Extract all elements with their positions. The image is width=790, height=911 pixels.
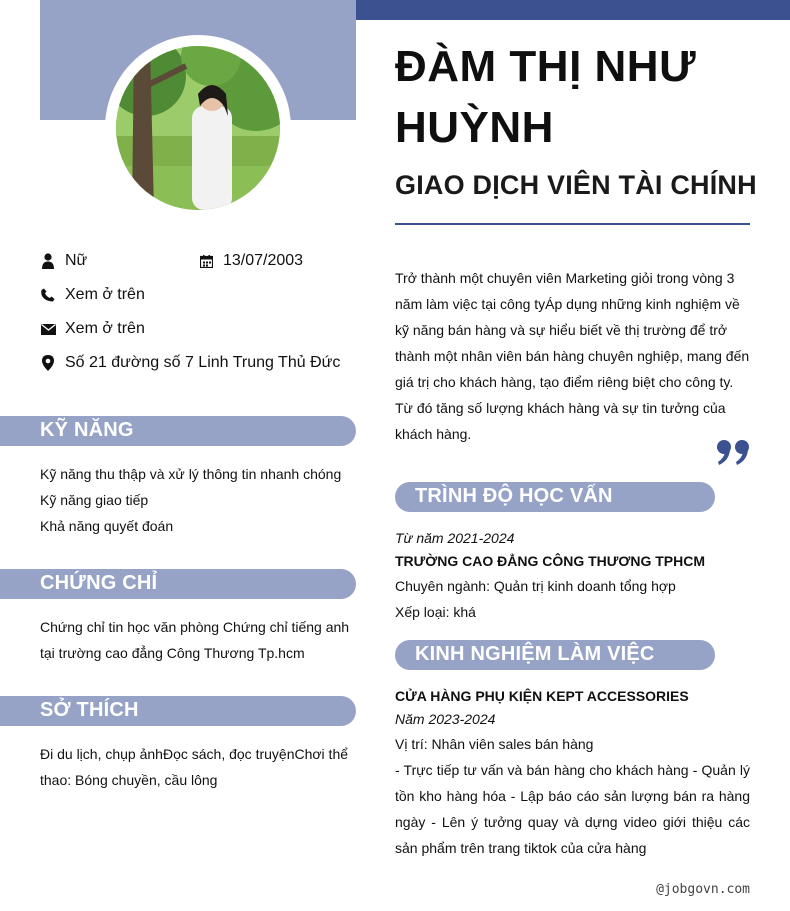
career-objective: Trở thành một chuyên viên Marketing giỏi trong vòng 3 năm làm việc tại công tyÁp dụng những kinh nghiệm về kỹ năng bán hàng và sự hiểu biết về thị trường để trở thành một nhân viên bán hàng chuyên nghiệp, mang đến giá trị cho khách hàng, tạo điểm riêng biệt cho công ty. Từ đó tăng số lượng khách hàng và sự tin tưởng của khách hàng. [395, 270, 750, 442]
watermark: @jobgovn.com [656, 882, 750, 897]
mail-icon [40, 321, 56, 337]
experience-heading-bar [395, 640, 715, 670]
certificates-text: Chứng chỉ tin học văn phòng Chứng chỉ tiếng anh tại trường cao đẳng Công Thương Tp.hcm [40, 619, 350, 661]
education-major: Chuyên ngành: Quản trị kinh doanh tổng hợp [395, 578, 676, 594]
email-row [40, 320, 145, 338]
birthday-row [198, 252, 303, 270]
list-item: Khả năng quyết đoán [40, 518, 174, 534]
email-value: Xem ở trên [65, 320, 145, 337]
education-school: TRƯỜNG CAO ĐẲNG CÔNG THƯƠNG TPHCM [395, 553, 705, 569]
experience-description: - Trực tiếp tư vấn và bán hàng cho khách hàng - Quản lý tồn kho hàng hóa - Lập báo cáo sản lượng bán ra hàng ngày - Lên ý tưởng quay và dựng video giới thiệu các sản phẩm trên trang tiktok của cửa hàng [395, 762, 750, 856]
hobbies-heading-bar [0, 696, 356, 726]
experience-heading: KINH NGHIỆM LÀM VIỆC [415, 643, 655, 665]
skills-heading: KỸ NĂNG [40, 419, 134, 441]
avatar [116, 46, 280, 210]
experience-period: Năm 2023-2024 [395, 711, 496, 727]
education-grade: Xếp loại: khá [395, 604, 476, 620]
experience-company: CỬA HÀNG PHỤ KIỆN KEPT ACCESSORIES [395, 688, 689, 704]
education-heading: TRÌNH ĐỘ HỌC VẤN [415, 485, 613, 507]
calendar-icon [198, 253, 214, 269]
education-heading-bar [395, 482, 715, 512]
hobbies-heading: SỞ THÍCH [40, 699, 139, 721]
address-row [40, 354, 340, 372]
map-pin-icon [40, 355, 56, 371]
phone-icon [40, 287, 56, 303]
user-icon [40, 253, 56, 269]
list-item: Kỹ năng thu thập và xử lý thông tin nhanh chóng [40, 466, 342, 482]
certificates-heading-bar [0, 569, 356, 599]
education-period: Từ năm 2021-2024 [395, 530, 515, 546]
gender-row [40, 252, 87, 270]
list-item: Kỹ năng giao tiếp [40, 492, 149, 508]
quote-icon [716, 438, 752, 468]
phone-row [40, 286, 145, 304]
candidate-name: ĐÀM THỊ NHƯ HUỲNH [395, 42, 697, 152]
top-accent-bar [356, 0, 790, 20]
skills-heading-bar [0, 416, 356, 446]
hobbies-text: Đi du lịch, chụp ảnhĐọc sách, đọc truyệnChơi thể thao: Bóng chuyền, cầu lông [40, 746, 349, 788]
certificates-heading: CHỨNG CHỈ [40, 572, 158, 594]
address-value: Số 21 đường số 7 Linh Trung Thủ Đức [65, 354, 341, 371]
experience-position: Vị trí: Nhân viên sales bán hàng [395, 736, 594, 752]
phone-value: Xem ở trên [65, 286, 145, 303]
job-title: GIAO DỊCH VIÊN TÀI CHÍNH [395, 170, 757, 200]
title-divider [395, 223, 750, 225]
gender-value: Nữ [65, 252, 88, 269]
birthday-value: 13/07/2003 [223, 252, 304, 269]
skills-list [40, 461, 350, 539]
